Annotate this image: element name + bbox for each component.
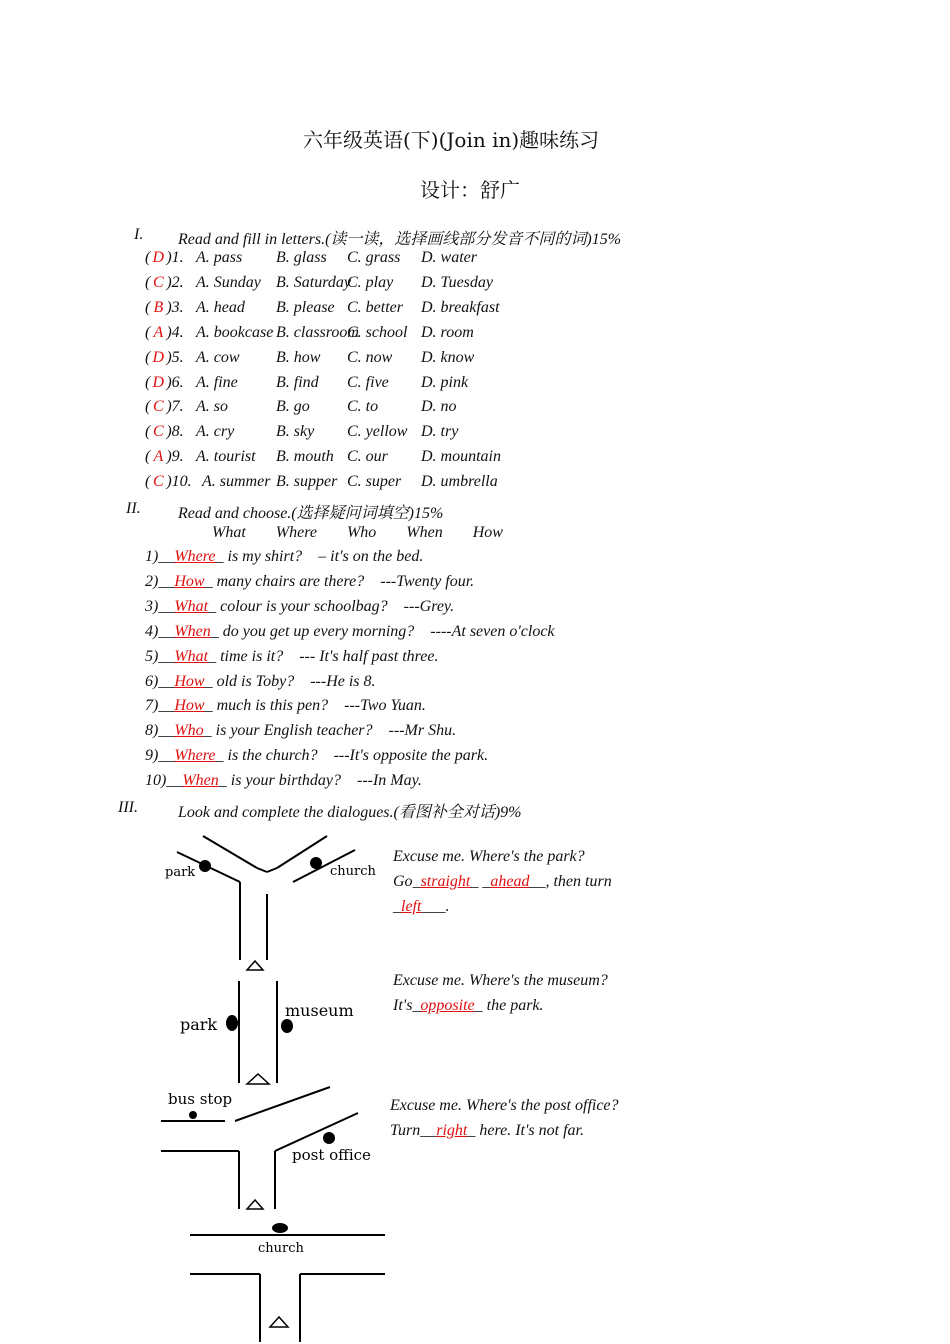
answer-blank: right bbox=[436, 1122, 468, 1139]
map-4-t-junction bbox=[155, 1218, 395, 1344]
option-b: B. supper bbox=[276, 473, 338, 491]
dialogue-3-question: Excuse me. Where's the post office? bbox=[390, 1097, 619, 1114]
option-d: D. try bbox=[421, 423, 459, 441]
map-2-museum-label: museum bbox=[285, 1001, 354, 1020]
option-c: C. better bbox=[347, 298, 403, 316]
map-3-junction bbox=[155, 1083, 395, 1213]
dialogue-1-answer-cont: _left___. bbox=[393, 898, 450, 915]
option-d: D. breakfast bbox=[421, 298, 500, 316]
option-c: C. now bbox=[347, 348, 393, 366]
section-1-item: ( C )2. bbox=[145, 273, 184, 291]
option-d: D. room bbox=[421, 323, 474, 341]
answer-blank: Where bbox=[174, 747, 216, 765]
option-b: B. classroom bbox=[276, 323, 359, 341]
answer-letter: C bbox=[152, 398, 164, 416]
dialogue-1-question: Excuse me. Where's the park? bbox=[393, 848, 585, 865]
option-b: B. sky bbox=[276, 423, 315, 441]
option-b: B. how bbox=[276, 348, 321, 366]
map-1-church-label: church bbox=[330, 864, 376, 879]
option-b: B. please bbox=[276, 298, 335, 316]
map-4-church-marker bbox=[272, 1223, 288, 1233]
answer-blank: left bbox=[401, 898, 422, 915]
section-2-number: II. bbox=[126, 500, 141, 517]
answer-blank: What bbox=[174, 647, 209, 665]
answer-blank: straight bbox=[420, 873, 471, 890]
option-b: B. Saturday bbox=[276, 273, 351, 291]
map-4-you-are-here-icon bbox=[270, 1317, 288, 1327]
dialogue-2-answer: It's_opposite_ the park. bbox=[393, 997, 544, 1014]
word-bank: What Where Who When How bbox=[212, 524, 503, 541]
option-c: C. our bbox=[347, 448, 388, 466]
option-a: A. pass bbox=[196, 249, 243, 266]
section-2-item: 3)__What_ colour is your schoolbag? ---Grey. bbox=[145, 597, 455, 615]
dialogue-1-answer: Go_straight_ _ahead__, then turn bbox=[393, 873, 612, 890]
map-2-park-label: park bbox=[180, 1015, 218, 1034]
map-2-museum-marker bbox=[281, 1019, 293, 1033]
answer-blank: ahead bbox=[490, 873, 530, 890]
option-c: C. yellow bbox=[347, 423, 408, 441]
map-2-park-marker bbox=[226, 1015, 238, 1031]
section-1-item: ( D )1. bbox=[145, 249, 184, 266]
option-c: C. school bbox=[347, 323, 408, 341]
answer-letter: A bbox=[153, 448, 164, 466]
section-2-item: 5)__What_ time is it? --- It's half past three. bbox=[145, 647, 439, 665]
map-1-y-junction bbox=[155, 830, 395, 975]
option-d: D. mountain bbox=[421, 448, 501, 466]
section-1-item: ( C )10. bbox=[145, 473, 192, 491]
section-1-item: ( B )3. bbox=[145, 298, 184, 316]
option-a: A. tourist bbox=[196, 448, 256, 466]
map-3-post-office-label: post office bbox=[292, 1146, 371, 1164]
map-3-post-office-marker bbox=[323, 1132, 335, 1144]
section-1-item: ( D )5. bbox=[145, 348, 184, 366]
map-2-straight-road bbox=[155, 975, 395, 1090]
answer-letter: D bbox=[152, 249, 165, 266]
option-d: D. Tuesday bbox=[421, 273, 493, 291]
option-d: D. pink bbox=[421, 373, 469, 391]
dialogue-2-question: Excuse me. Where's the museum? bbox=[393, 972, 608, 989]
map-4-church-label: church bbox=[258, 1241, 304, 1256]
section-2-item: 6)__How_ old is Toby? ---He is 8. bbox=[145, 672, 376, 690]
option-a: A. head bbox=[196, 298, 245, 316]
section-2-heading: Read and choose.(选择疑问词填空)15% bbox=[178, 505, 444, 522]
option-c: C. play bbox=[347, 273, 394, 291]
map-3-bus-stop-label: bus stop bbox=[168, 1090, 233, 1108]
section-1-item: ( A )9. bbox=[145, 448, 184, 466]
answer-blank: How bbox=[174, 572, 205, 590]
option-b: B. glass bbox=[276, 249, 327, 266]
option-a: A. cow bbox=[196, 348, 240, 366]
option-a: A. summer bbox=[202, 473, 271, 491]
option-a: A. fine bbox=[196, 373, 238, 391]
dialogue-3-answer: Turn__right_ here. It's not far. bbox=[390, 1122, 584, 1139]
option-a: A. cry bbox=[196, 423, 235, 441]
option-b: B. find bbox=[276, 373, 319, 391]
section-3-number: III. bbox=[118, 799, 138, 816]
answer-letter: D bbox=[152, 373, 165, 391]
map-1-church-marker bbox=[310, 857, 322, 869]
section-2-item: 8)__Who_ is your English teacher? ---Mr Shu. bbox=[145, 722, 457, 740]
answer-letter: C bbox=[152, 273, 164, 291]
option-d: D. umbrella bbox=[421, 473, 498, 491]
answer-blank: Where bbox=[174, 548, 216, 565]
answer-blank: Who bbox=[174, 722, 204, 740]
section-1-item: ( C )7. bbox=[145, 398, 184, 416]
section-2-item: 1)__Where_ is my shirt? – it's on the bed. bbox=[145, 548, 424, 565]
option-c: C. grass bbox=[347, 249, 401, 266]
map-1-park-marker bbox=[199, 860, 211, 872]
answer-blank: What bbox=[174, 597, 209, 615]
option-b: B. mouth bbox=[276, 448, 334, 466]
designer-line: 设计：舒广 bbox=[420, 178, 520, 202]
option-d: D. know bbox=[421, 348, 475, 366]
option-c: C. super bbox=[347, 473, 402, 491]
answer-letter: C bbox=[152, 423, 164, 441]
section-1-item: ( C )8. bbox=[145, 423, 184, 441]
section-1-heading: Read and fill in letters.(读一读，选择画线部分发音不同的词)15% bbox=[178, 231, 622, 248]
answer-blank: opposite bbox=[420, 997, 475, 1014]
section-2-item: 9)__Where_ is the church? ---It's opposite the park. bbox=[145, 747, 489, 765]
map-1-you-are-here-icon bbox=[247, 961, 263, 970]
option-c: C. five bbox=[347, 373, 389, 391]
answer-blank: How bbox=[174, 697, 205, 715]
page-title: 六年级英语(下)(Join in)趣味练习 bbox=[303, 128, 600, 152]
map-3-you-are-here-icon bbox=[247, 1200, 263, 1209]
answer-blank: How bbox=[174, 672, 205, 690]
answer-letter: C bbox=[152, 473, 164, 491]
section-2-item: 4)__When_ do you get up every morning? ----At seven o'clock bbox=[145, 622, 555, 640]
section-2-item: 10)__When_ is your birthday? ---In May. bbox=[145, 772, 422, 790]
answer-letter: B bbox=[153, 298, 164, 316]
section-1-item: ( A )4. bbox=[145, 323, 184, 341]
option-a: A. so bbox=[196, 398, 228, 416]
section-1-item: ( D )6. bbox=[145, 373, 184, 391]
answer-letter: D bbox=[152, 348, 165, 366]
answer-blank: When bbox=[182, 772, 219, 790]
map-3-bus-stop-marker bbox=[189, 1111, 197, 1119]
option-c: C. to bbox=[347, 398, 379, 416]
option-a: A. Sunday bbox=[196, 273, 261, 291]
answer-letter: A bbox=[153, 323, 164, 341]
map-1-park-label: park bbox=[165, 865, 196, 880]
option-d: D. water bbox=[421, 249, 477, 266]
option-b: B. go bbox=[276, 398, 310, 416]
option-d: D. no bbox=[421, 398, 457, 416]
section-1-number: I. bbox=[134, 226, 144, 243]
section-3-heading: Look and complete the dialogues.(看图补全对话)9% bbox=[178, 804, 522, 821]
option-a: A. bookcase bbox=[196, 323, 274, 341]
section-2-item: 2)__How_ many chairs are there? ---Twenty four. bbox=[145, 572, 475, 590]
section-2-item: 7)__How_ much is this pen? ---Two Yuan. bbox=[145, 697, 426, 715]
answer-blank: When bbox=[174, 622, 211, 640]
